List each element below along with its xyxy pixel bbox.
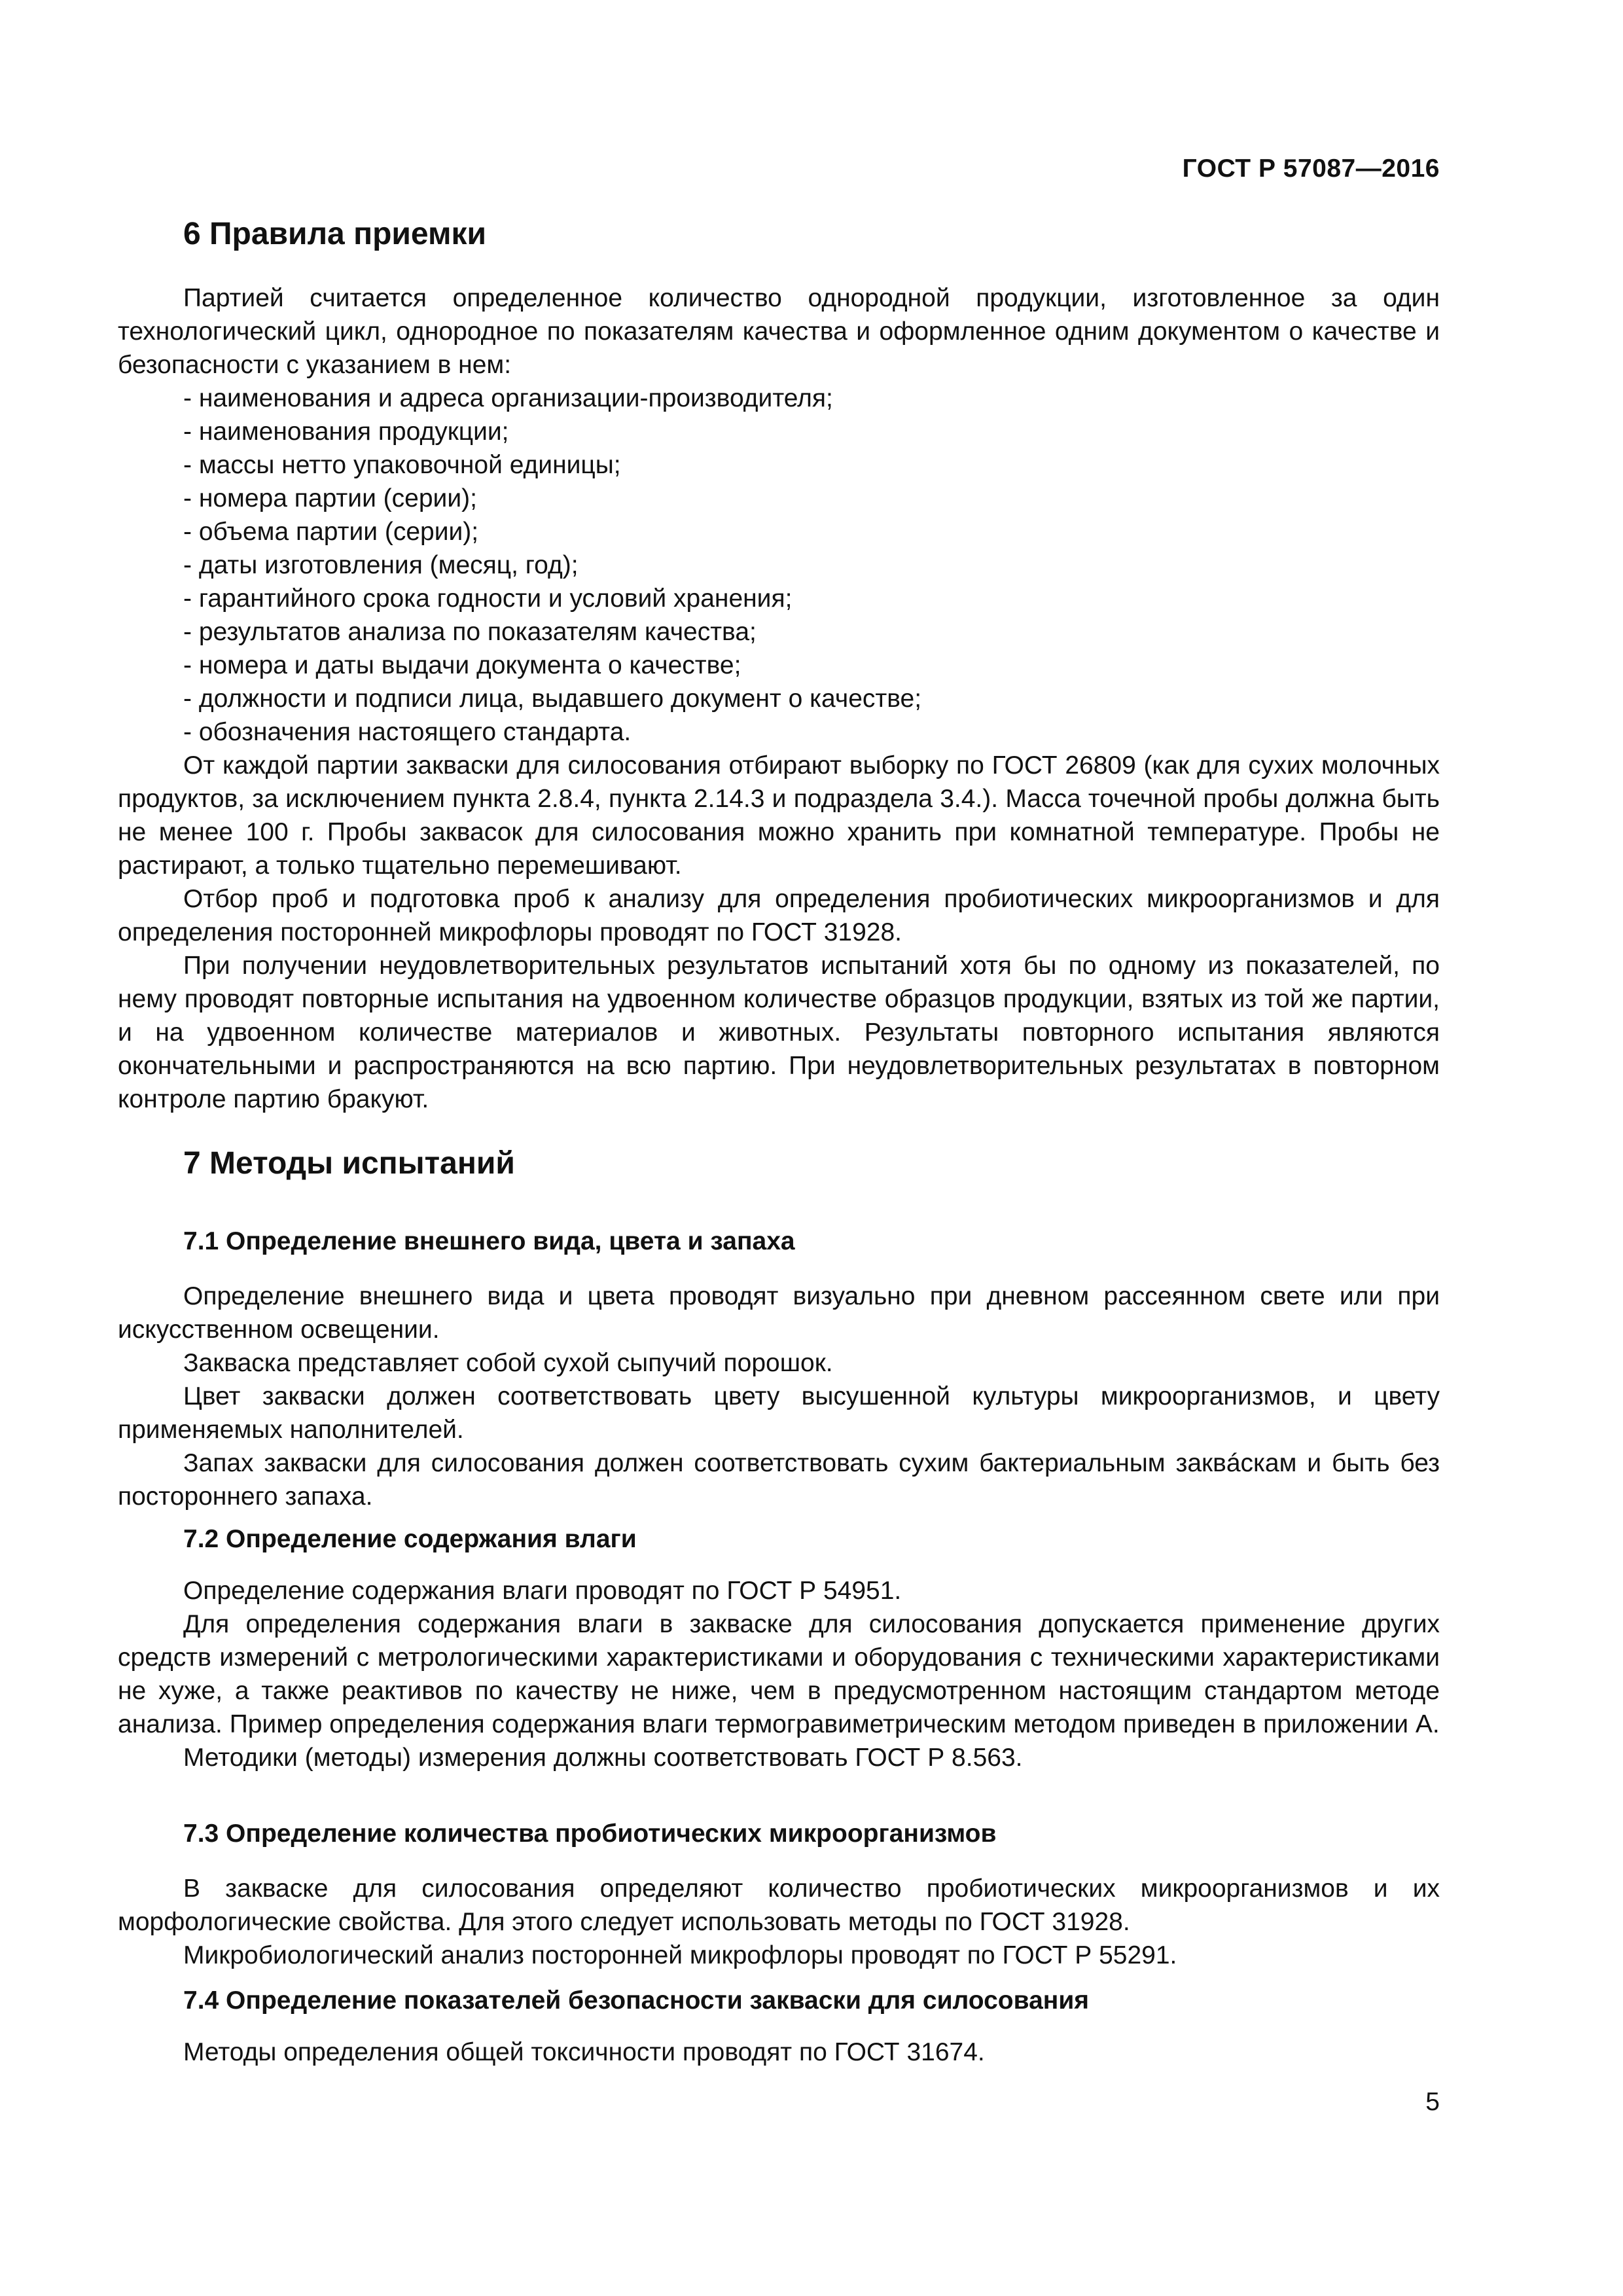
subsection-paragraph: В закваске для силосования определяют количество пробиотических микроорганизмов и их морфологические свойства. Для этого следует использовать методы по ГОСТ 31928.: [118, 1874, 1440, 1936]
section-6-body: [118, 281, 1440, 1116]
list-item: - номера партии (серии);: [118, 482, 1440, 515]
subsection-7-4-body: [118, 2036, 1440, 2069]
subsection-paragraph: Микробиологический анализ посторонней микрофлоры проводят по ГОСТ Р 55291.: [183, 1941, 1177, 1969]
list-item: - наименования продукции;: [118, 415, 1440, 448]
section-6-paragraph: При получении неудовлетворительных результатов испытаний хотя бы по одному из показателей, по нему проводят повторные испытания на удвоенном количестве образцов продукции, взятых из той же партии, и на удвоенном количестве материалов и животных. Результаты повторного испытания являются окончательными и распространяются на всю партию. При неудовлетворительных результатах в повторном контроле партию бракуют.: [118, 952, 1440, 1113]
list-item: - результатов анализа по показателям качества;: [118, 615, 1440, 649]
subsection-paragraph: Запах закваски для силосования должен соответствовать сухим бактериальным заквáскам и быть без постороннего запаха.: [118, 1449, 1440, 1511]
batch-document-items: [118, 382, 1440, 749]
list-item: - объема партии (серии);: [118, 515, 1440, 548]
section-7-title: 7 Методы испытаний: [183, 1146, 515, 1181]
subsection-paragraph: Методики (методы) измерения должны соответствовать ГОСТ Р 8.563.: [183, 1744, 1023, 1772]
document-code: ГОСТ Р 57087—2016: [1182, 154, 1440, 183]
list-item: - массы нетто упаковочной единицы;: [118, 448, 1440, 482]
subsection-7-3-body: [118, 1872, 1440, 1972]
list-item: - обозначения настоящего стандарта.: [118, 715, 1440, 749]
section-6-paragraph: От каждой партии закваски для силосования отбирают выборку по ГОСТ 26809 (как для сухих молочных продуктов, за исключением пункта 2.8.4, пункта 2.14.3 и подраздела 3.4.). Масса точечной пробы должна быть не менее 100 г. Пробы заквасок для силосования можно хранить при комнатной температуре. Пробы не растирают, а только тщательно перемешивают.: [118, 751, 1440, 880]
list-item: - гарантийного срока годности и условий хранения;: [118, 582, 1440, 615]
subsection-7-1-title: 7.1 Определение внешнего вида, цвета и запаха: [183, 1227, 795, 1255]
subsection-paragraph: Определение внешнего вида и цвета проводят визуально при дневном рассеянном свете или при искусственном освещении.: [118, 1282, 1440, 1344]
subsection-7-3-title: 7.3 Определение количества пробиотических микроорганизмов: [183, 1820, 997, 1848]
section-6-intro: Партией считается определенное количество однородной продукции, изготовленное за один технологический цикл, однородное по показателям качества и оформленное одним документом о качестве и безопасности с указанием в нем:: [118, 284, 1440, 379]
list-item: - даты изготовления (месяц, год);: [118, 548, 1440, 582]
page-number: 5: [1425, 2088, 1440, 2116]
subsection-7-1-body: [118, 1280, 1440, 1513]
subsection-7-2-title: 7.2 Определение содержания влаги: [183, 1525, 637, 1553]
subsection-paragraph: Цвет закваски должен соответствовать цвету высушенной культуры микроорганизмов, и цвету применяемых наполнителей.: [118, 1382, 1440, 1444]
section-6-paragraph: Отбор проб и подготовка проб к анализу для определения пробиотических микроорганизмов и для определения посторонней микрофлоры проводят по ГОСТ 31928.: [118, 885, 1440, 946]
subsection-paragraph: Методы определения общей токсичности проводят по ГОСТ 31674.: [183, 2038, 985, 2066]
subsection-7-4-title: 7.4 Определение показателей безопасности закваски для силосования: [183, 1986, 1090, 2015]
subsection-paragraph: Закваска представляет собой сухой сыпучий порошок.: [183, 1349, 833, 1377]
section-6-title: 6 Правила приемки: [183, 217, 487, 251]
list-item: - номера и даты выдачи документа о качестве;: [118, 649, 1440, 682]
subsection-7-2-body: [118, 1574, 1440, 1774]
subsection-paragraph: Определение содержания влаги проводят по ГОСТ Р 54951.: [183, 1577, 902, 1605]
list-item: - наименования и адреса организации-производителя;: [118, 382, 1440, 415]
subsection-paragraph: Для определения содержания влаги в закваске для силосования допускается применение других средств измерений с метрологическими характеристиками и оборудования с техническими характеристиками не хуже, а также реактивов по качеству не ниже, чем в предусмотренном настоящим стандартом методе анализа. Пример определения содержания влаги термогравиметрическим методом приведен в приложении А.: [118, 1610, 1440, 1738]
list-item: - должности и подписи лица, выдавшего документ о качестве;: [118, 682, 1440, 715]
